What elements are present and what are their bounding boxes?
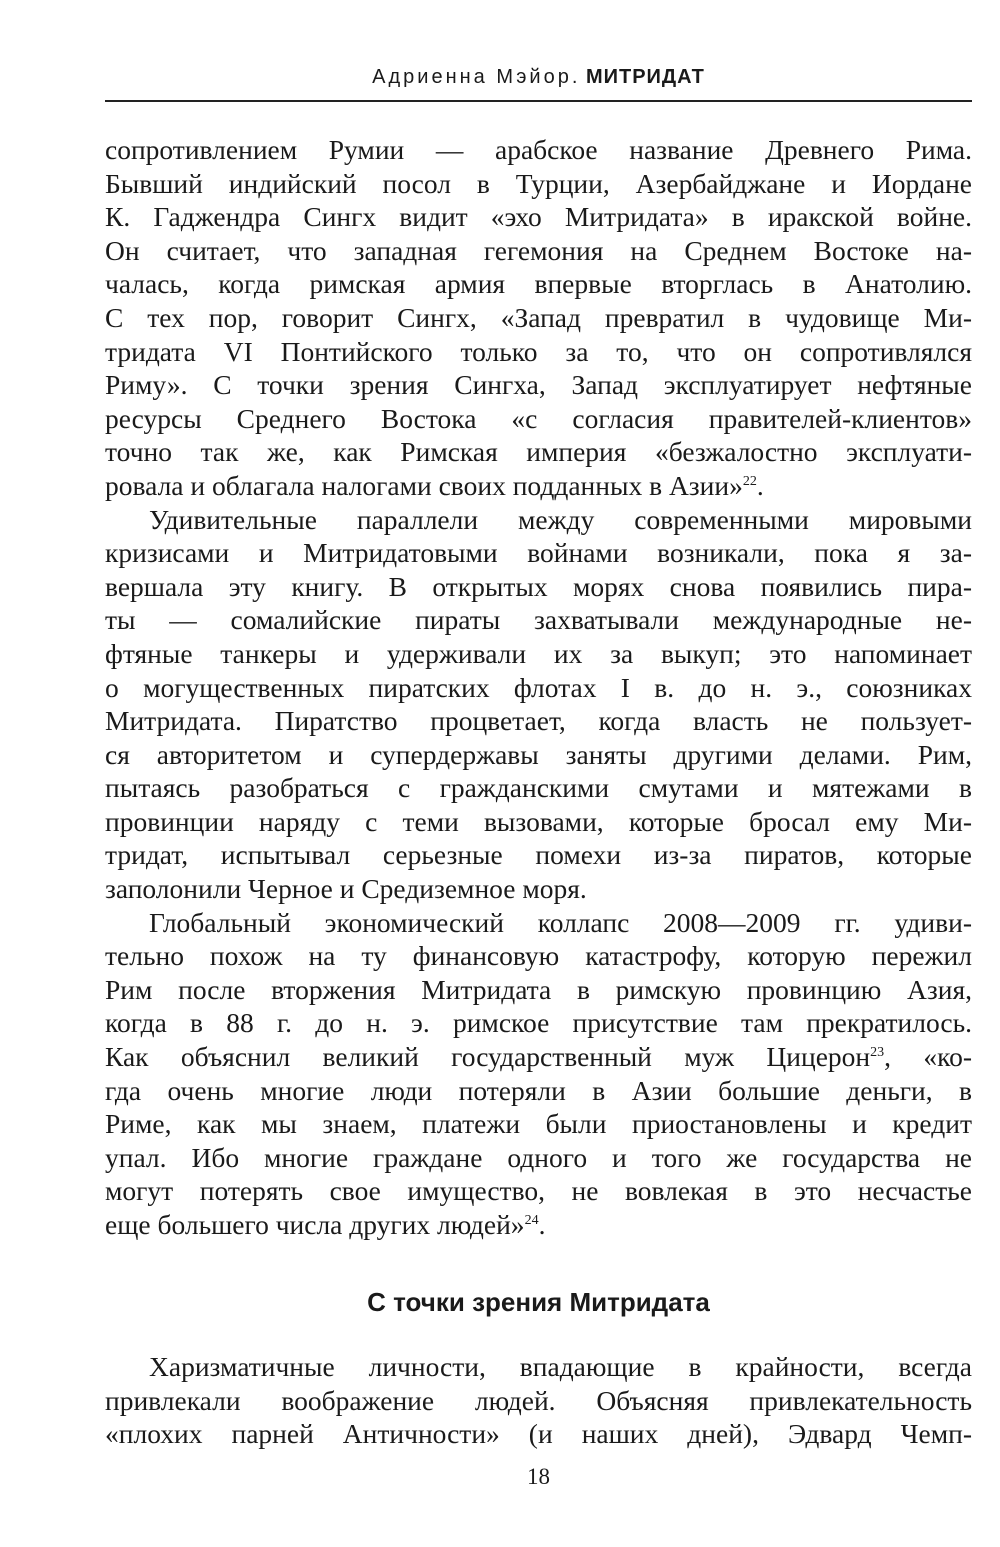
p2-line: Митридата. Пиратство процветает, когда власть не пользует-: [105, 705, 972, 737]
p2-line: ся авторитетом и супердержавы заняты другими делами. Рим,: [105, 738, 972, 770]
p3-line10-before: еще большего числа других людей»: [105, 1209, 525, 1240]
p3-line: Глобальный экономический коллапс 2008—2009 гг. удиви-: [149, 906, 972, 938]
p1-line: сопротивлением Румии — арабское название Древнего Рима.: [105, 134, 972, 165]
p2-line: тридат, испытывал серьезные помехи из-за пиратов, которые: [105, 839, 972, 871]
p3-line: Рим после вторжения Митридата в римскую провинцию Азия,: [105, 973, 972, 1005]
p2-line: Удивительные параллели между современными мировыми: [149, 503, 972, 535]
p3-line: тельно похож на ту финансовую катастрофу, которую пережил: [105, 940, 972, 972]
p1-last-line: [105, 469, 972, 503]
footnote-ref-23[interactable]: 23: [870, 1044, 885, 1060]
p1-line: К. Гаджендра Сингх видит «эхо Митридата» в иракской войне.: [105, 201, 972, 233]
p1-line: чалась, когда римская армия впервые вторглась в Анатолию.: [105, 268, 972, 300]
p2-line: вершала эту книгу. В открытых морях снова появились пира-: [105, 570, 972, 602]
p2-last-line: заполонили Черное и Средиземное моря.: [105, 873, 587, 905]
p3-line: могут потерять свое имущество, не вовлекая в это несчастье: [105, 1175, 972, 1207]
p3-line10-after: .: [538, 1209, 546, 1240]
p1-end: .: [756, 469, 764, 501]
header-title: МИТРИДАТ: [585, 66, 705, 88]
p2-line: ты — сомалийские пираты захватывали международные не-: [105, 604, 972, 636]
p2-line: провинции наряду с теми вызовами, которые бросал ему Ми-: [105, 805, 972, 837]
p3-line-with-note: [105, 1040, 972, 1074]
p2-line: фтяные танкеры и удерживали их за выкуп; это напоминает: [105, 637, 972, 669]
p1-line: Риму». С точки зрения Сингха, Запад эксплуатирует нефтяные: [105, 369, 972, 401]
p3-line: Риме, как мы знаем, платежи были приостановлены и кредит: [105, 1108, 972, 1140]
p1-line: Бывший индийский посол в Турции, Азербайджане и Иордане: [105, 167, 972, 199]
section-heading: С точки зрения Митридата: [367, 1287, 710, 1317]
p1-last-text: ровала и облагала налогами своих подданных в Азии»: [105, 469, 743, 501]
p3-line5-before: Как объяснил великий государственный муж Цицерон: [105, 1041, 871, 1073]
p4-line: привлекали воображение людей. Объясняя привлекательность: [105, 1384, 972, 1416]
p1-line: С тех пор, говорит Сингх, «Запад превратил в чудовище Ми-: [105, 301, 972, 333]
p2-line: о могущественных пиратских флотах I в. до н. э., союзниках: [105, 671, 972, 703]
p3-last-line: [105, 1208, 972, 1242]
footnote-ref-24[interactable]: 24: [524, 1212, 539, 1228]
p4-line: Харизматичные личности, впадающие в крайности, всегда: [149, 1351, 972, 1382]
p1-line: Он считает, что западная гегемония на Среднем Востоке на-: [105, 234, 972, 266]
p3-line: гда очень многие люди потеряли в Азии большие деньги, в: [105, 1074, 972, 1106]
body-text-top: [105, 133, 972, 1242]
p1-line: точно так же, как Римская империя «безжалостно эксплуати-: [105, 436, 972, 468]
page-number: 18: [527, 1464, 550, 1489]
p1-line: тридата VI Понтийского только за то, что он сопротивлялся: [105, 335, 972, 367]
footnote-ref-22[interactable]: 22: [742, 473, 757, 489]
p2-line: пытаясь разобраться с гражданскими смутами и мятежами в: [105, 772, 972, 804]
body-text-bottom: [105, 1350, 972, 1451]
p3-line: когда в 88 г. до н. э. римское присутствие там прекратилось.: [105, 1007, 972, 1039]
header-author: Адриенна Мэйор.: [372, 66, 581, 88]
p1-line: ресурсы Среднего Востока «с согласия правителей-клиентов»: [105, 402, 972, 434]
p4-line: «плохих парней Античности» (и наших дней), Эдвард Чемп-: [105, 1418, 972, 1450]
p3-line: упал. Ибо многие граждане одного и того же государства не: [105, 1141, 972, 1173]
p2-line: кризисами и Митридатовыми войнами возникали, пока я за-: [105, 537, 972, 569]
running-header: [105, 62, 972, 102]
p3-line5-after: , «ко-: [884, 1041, 972, 1073]
